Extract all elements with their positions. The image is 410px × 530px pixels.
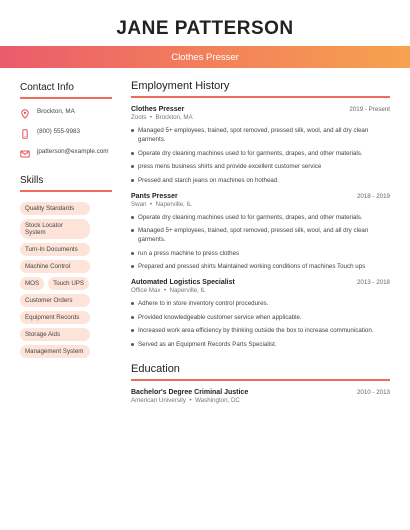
job-bullet: run a press machine to press clothes	[131, 249, 390, 258]
school-line: American University • Washington, DC	[131, 396, 240, 404]
contact-location-text: Brockton, MA	[37, 108, 75, 115]
email-icon	[20, 149, 30, 159]
education-dates: 2010 - 2013	[356, 388, 390, 396]
job-location: Brockton, MA	[155, 114, 193, 121]
skill-tag: Equipment Records	[20, 311, 90, 324]
skill-tag: Machine Control	[20, 260, 90, 273]
job-entry	[131, 106, 390, 185]
job-title: Automated Logistics Specialist	[131, 279, 235, 286]
job-title: Pants Presser	[131, 192, 178, 200]
job-title: Clothes Presser	[171, 51, 239, 63]
skill-tag: Touch UPS	[48, 277, 89, 290]
job-bullet: Pressed and starch jeans on machines on hothead.	[131, 176, 390, 185]
job-company: Zoots	[131, 114, 147, 121]
job-bullet: press mens business shirts and provide excellent customer service	[131, 162, 390, 171]
skill-tag: Management System	[20, 345, 90, 358]
contact-phone	[20, 128, 112, 139]
job-company: Swan	[131, 200, 147, 208]
main-content	[131, 80, 390, 404]
education-entry	[131, 389, 390, 404]
job-bullet: Increased work area efficiency by thinking outside the box to increase communication.	[131, 326, 390, 335]
job-entry	[131, 279, 390, 349]
skills-heading: Skills	[20, 175, 112, 192]
job-location: Naperville, IL	[155, 200, 192, 208]
sidebar	[20, 82, 112, 358]
skill-tag: Customer Orders	[20, 294, 90, 307]
job-dates: 2018 - 2019	[356, 192, 390, 200]
skill-tag: Quality Standards	[20, 202, 90, 215]
job-company-line: Swan • Naperville, IL	[131, 200, 192, 208]
job-company-line: Office Max • Naperville, IL	[131, 287, 206, 294]
job-bullet: Provided knowledgeable customer service when applicable.	[131, 313, 390, 322]
skill-tag: MOS	[20, 277, 44, 290]
contact-heading: Contact Info	[20, 82, 112, 99]
education-section	[131, 363, 390, 404]
job-bullet: Managed 5+ employees, trained, spot removed, pressed silk, wool, and all dry clean garments.	[131, 126, 390, 144]
job-dates: 2019 - Present	[349, 106, 390, 113]
job-title: Clothes Presser	[131, 106, 185, 113]
job-title-banner	[0, 46, 410, 68]
job-bullet: Served as an Equipment Records Parts Specialist.	[131, 340, 390, 349]
job-entry	[131, 193, 390, 272]
school-location: Washington, DC	[195, 396, 240, 404]
job-bullet: Managed 5+ employees, trained, spot removed, pressed silk, wool, and all dry clean garments.	[131, 226, 390, 244]
skills-list	[20, 202, 94, 358]
contact-email[interactable]	[20, 148, 112, 159]
education-heading: Education	[131, 363, 390, 381]
school-name: American University	[131, 396, 187, 404]
contact-location	[20, 108, 112, 119]
contact-email-text[interactable]: jpatterson@example.com	[37, 148, 109, 155]
job-bullets	[131, 213, 390, 272]
phone-icon	[20, 129, 30, 139]
job-bullets	[131, 299, 390, 349]
degree-title: Bachelor's Degree Criminal Justice	[131, 388, 249, 396]
job-bullet: Prepared and pressed shirts Maintained working conditions of machines Touch ups	[131, 262, 390, 271]
job-bullet: Operate dry cleaning machines used to for garments, drapes, and other materials.	[131, 149, 390, 158]
candidate-name: JANE PATTERSON	[116, 18, 294, 39]
skill-tag: Stock Locator System	[20, 219, 90, 239]
job-company-line: Zoots • Brockton, MA	[131, 114, 193, 121]
job-dates: 2013 - 2018	[356, 279, 390, 286]
contact-phone-text: (800) 555-9983	[37, 128, 81, 135]
skill-tag: Storage Aids	[20, 328, 90, 341]
job-bullet: Operate dry cleaning machines used to for garments, drapes, and other materials.	[131, 213, 390, 222]
location-icon	[20, 109, 30, 119]
contact-list	[20, 108, 112, 159]
job-bullets	[131, 126, 390, 185]
skill-tag: Turn-In Documents	[20, 243, 90, 256]
employment-heading: Employment History	[131, 80, 390, 98]
job-company: Office Max	[131, 287, 161, 294]
job-bullet: Adhere to in store inventory control procedures.	[131, 299, 390, 308]
job-location: Naperville, IL	[169, 287, 206, 294]
